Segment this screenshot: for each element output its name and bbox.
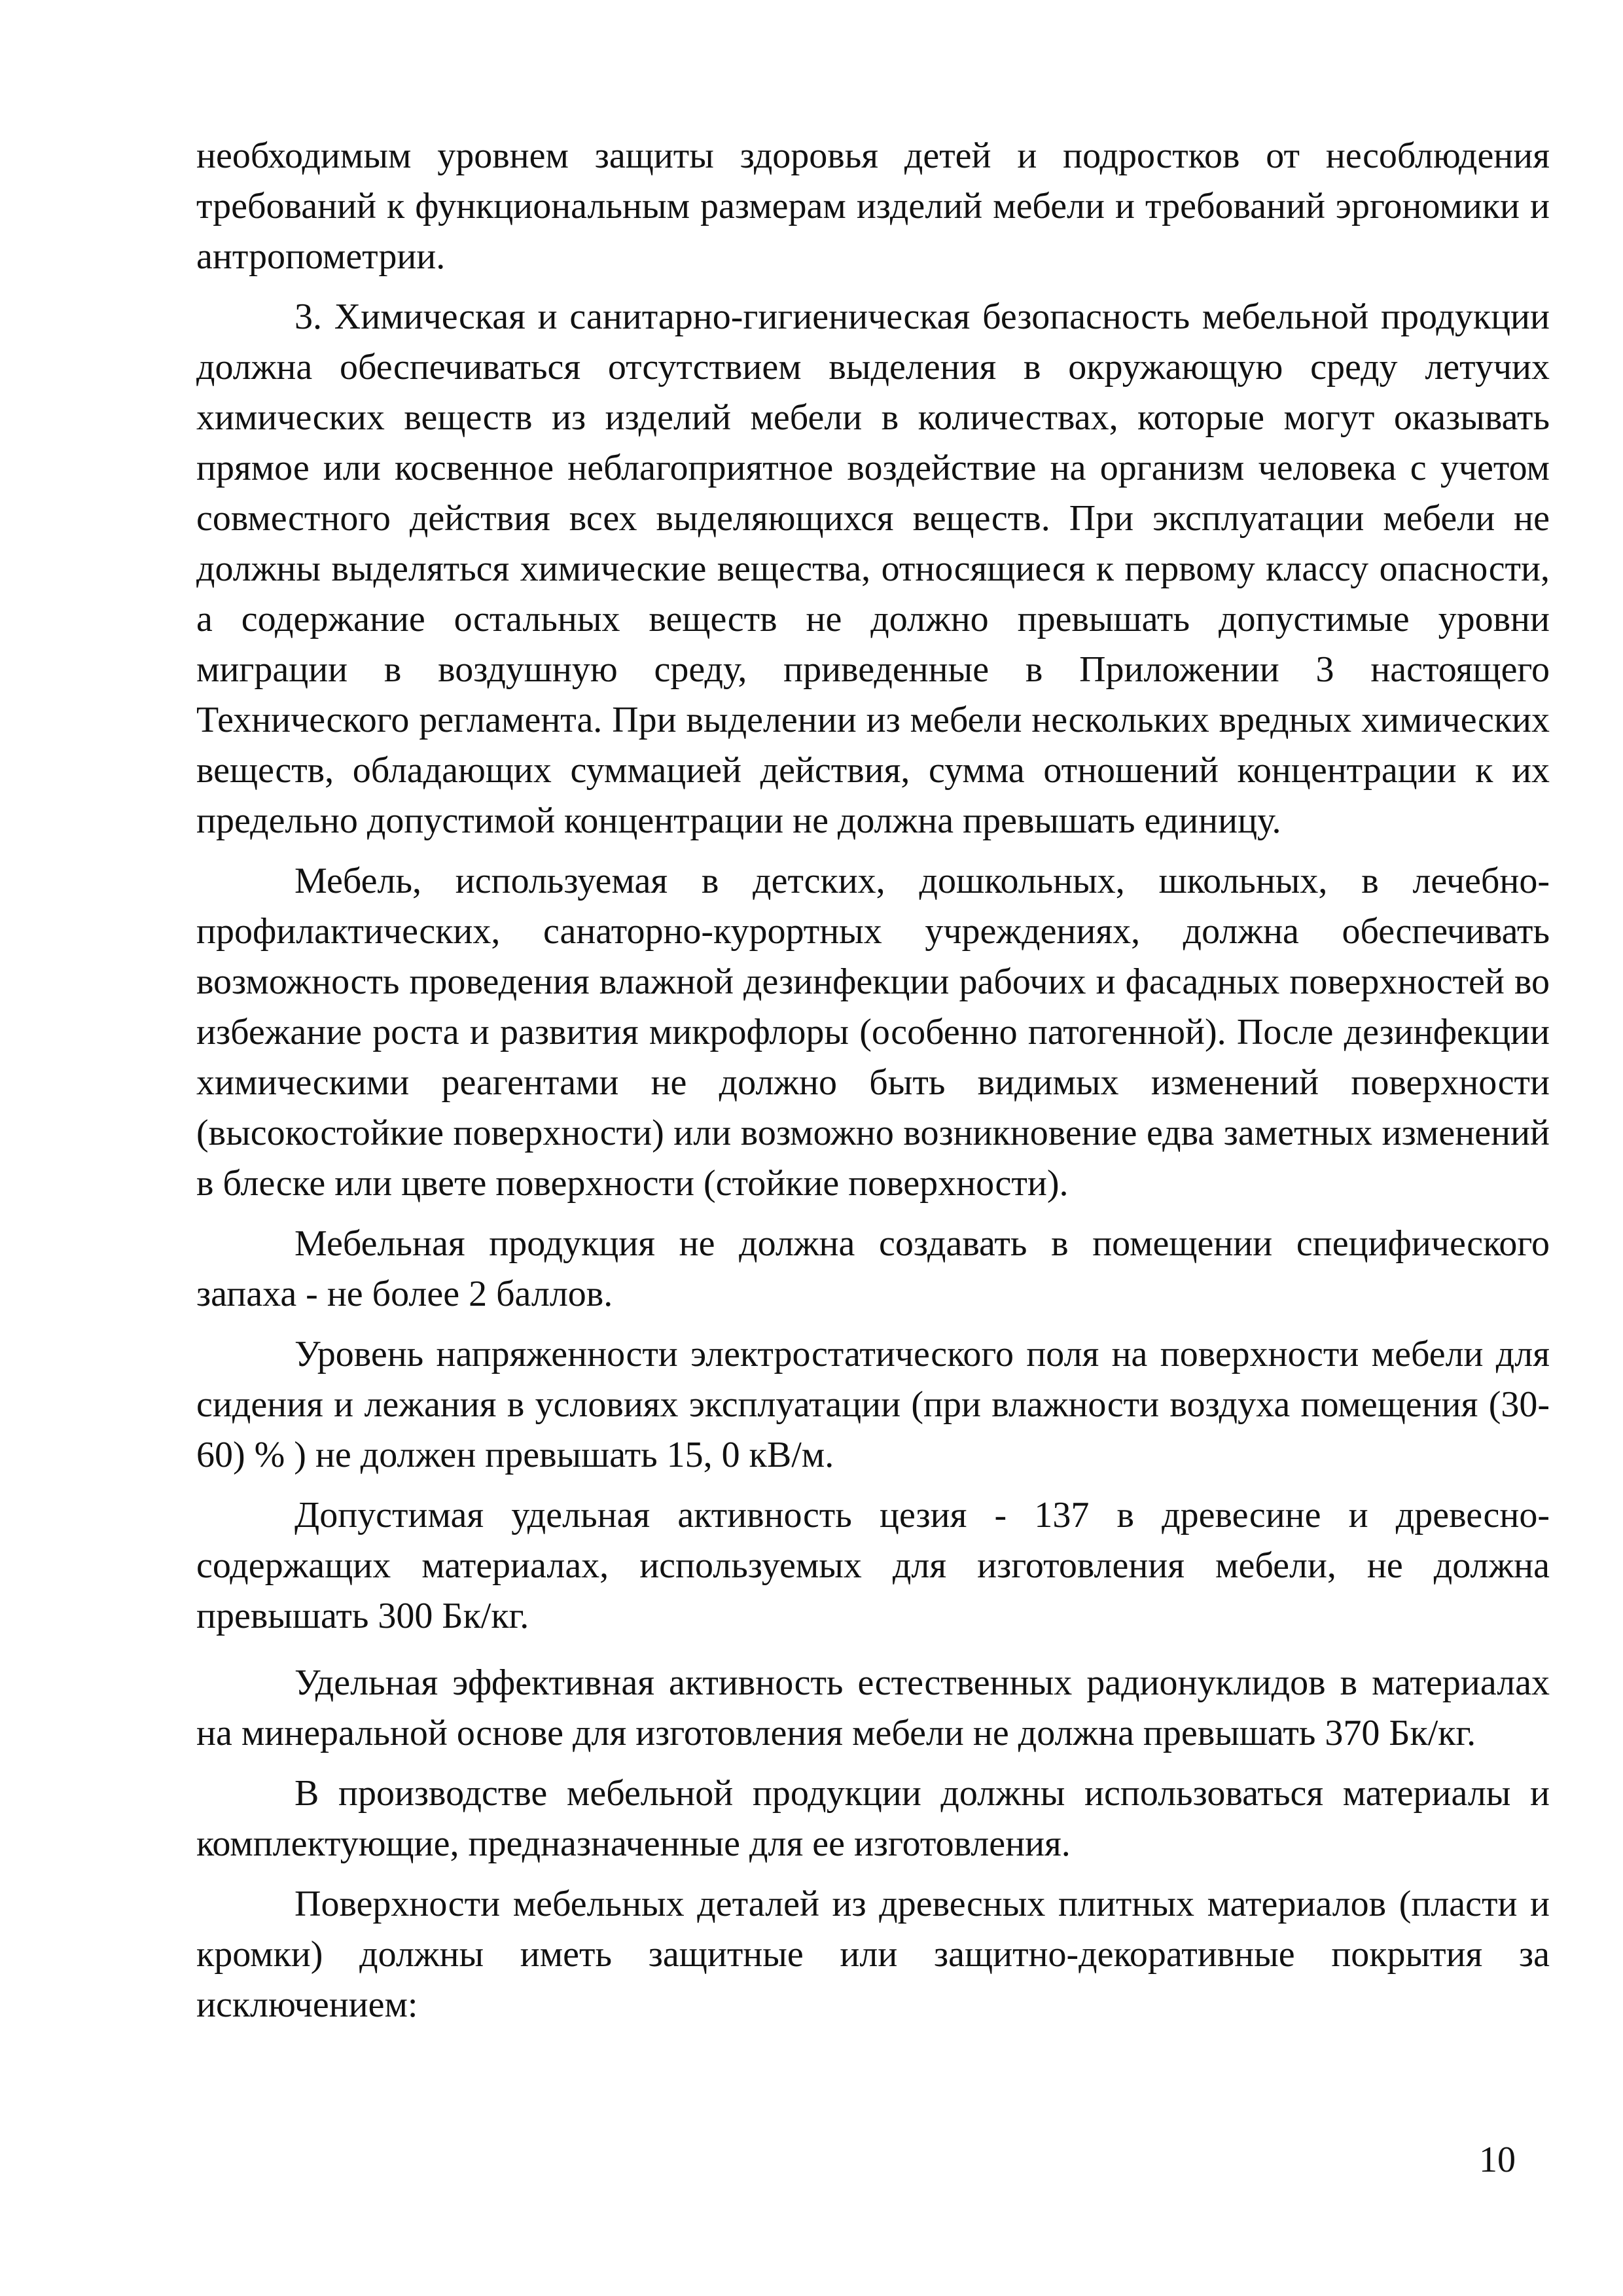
- paragraph-cesium: Допустимая удельная активность цезия - 137 в древесине и древесно-содержащих материалах, используемых для изготовления мебели, не должна превышать 300 Бк/кг.: [196, 1495, 1550, 1636]
- paragraph-chemical-safety: 3. Химическая и санитарно-гигиеническая безопасность мебельной продукции должна обеспечиваться отсутствием выделения в окружающую среду летучих химических веществ из изделий мебели в количествах, которые могут оказывать прямое или косвенное неблагоприятное воздействие на организм человека с учетом совместного действия всех выделяющихся веществ. При эксплуатации мебели не должны выделяться химические вещества, относящиеся к первому классу опасности, а содержание остальных веществ не должно превышать допустимые уровни миграции в воздушную среду, приведенные в Приложении 3 настоящего Технического регламента. При выделении из мебели нескольких вредных химических веществ, обладающих суммацией действия, сумма отношений концентрации к их предельно допустимой концентрации не должна превышать единицу.: [196, 296, 1550, 841]
- paragraph-disinfection: Мебель, используемая в детских, дошкольных, школьных, в лечебно-профилактических, санаторно-курортных учреждениях, должна обеспечивать возможность проведения влажной дезинфекции рабочих и фасадных поверхностей во избежание роста и развития микрофлоры (особенно патогенной). После дезинфекции химическими реагентами не должно быть видимых изменений поверхности (высокостойкие поверхности) или возможно возникновение едва заметных изменений в блеске или цвете поверхности (стойкие поверхности).: [196, 861, 1550, 1204]
- paragraph-continuation: необходимым уровнем защиты здоровья детей и подростков от несоблюдения требований к функциональным размерам изделий мебели и требований эргономики и антропометрии.: [196, 135, 1550, 277]
- paragraph-odor: Мебельная продукция не должна создавать в помещении специфического запаха - не более 2 баллов.: [196, 1223, 1550, 1314]
- page-number: 10: [1479, 2140, 1516, 2180]
- document-page: [196, 131, 1550, 2030]
- paragraph-electrostatic: Уровень напряженности электростатического поля на поверхности мебели для сидения и лежания в условиях эксплуатации (при влажности воздуха помещения (30-60) % ) не должен превышать 15, 0 кВ/м.: [196, 1334, 1550, 1475]
- paragraph-materials: В производстве мебельной продукции должны использоваться материалы и комплектующие, предназначенные для ее изготовления.: [196, 1773, 1550, 1864]
- paragraph-surfaces: Поверхности мебельных деталей из древесных плитных материалов (пласти и кромки) должны иметь защитные или защитно-декоративные покрытия за исключением:: [196, 1884, 1550, 2025]
- paragraph-radionuclides: Удельная эффективная активность естественных радионуклидов в материалах на минеральной основе для изготовления мебели не должна превышать 370 Бк/кг.: [196, 1662, 1550, 1753]
